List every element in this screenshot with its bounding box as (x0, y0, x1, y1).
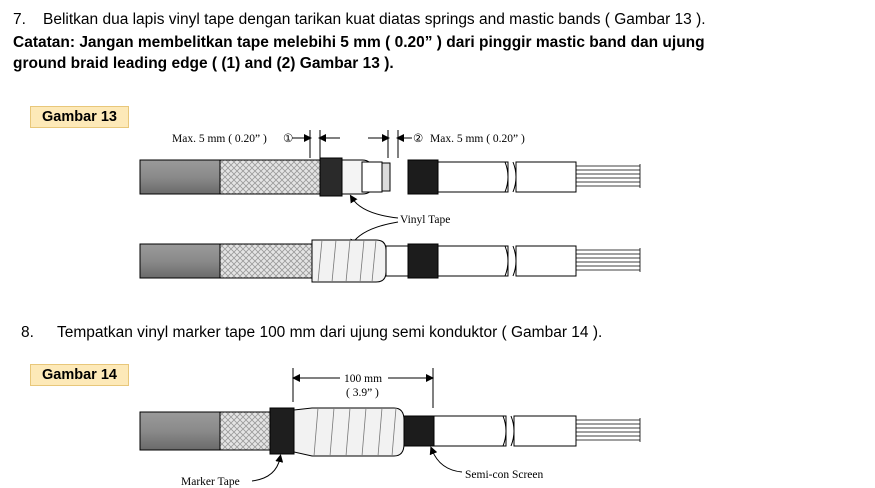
figure13-callout-arrows (352, 198, 398, 244)
figure14-label-semicon: Semi-con Screen (465, 469, 544, 481)
figure13-badge: Gambar 13 (30, 106, 129, 128)
figure13-cable-2 (140, 240, 640, 282)
figure13-dim-right: Max. 5 mm ( 0.20” ) (430, 133, 525, 145)
figure13-dimensions (292, 130, 412, 158)
figure14-cable (140, 408, 640, 456)
note-line1: Catatan: Jangan membelitkan tape melebihi 5 mm ( 0.20” ) dari pinggir mastic band dan ujung (13, 34, 705, 51)
figure14-dim-value: 100 mm (344, 373, 383, 385)
step8-text: Tempatkan vinyl marker tape 100 mm dari ujung semi konduktor ( Gambar 14 ). (57, 324, 603, 341)
figure13-cable-1 (140, 158, 640, 196)
figure14-label-marker: Marker Tape (181, 476, 240, 488)
note-line2: ground braid leading edge ( (1) and (2) Gambar 13 ). (13, 55, 394, 72)
figure13-callout-label: Vinyl Tape (400, 214, 451, 226)
step8-number: 8. (21, 324, 34, 341)
figure14-dim-value-inch: ( 3.9” ) (346, 387, 379, 399)
step7-number: 7. (13, 11, 26, 28)
step7-text: Belitkan dua lapis vinyl tape dengan tarikan kuat diatas springs and mastic bands ( Gambar 13 ). (43, 11, 706, 28)
figure14-badge: Gambar 14 (30, 364, 129, 386)
figure13-marker-right: ② (413, 133, 424, 145)
figure13-marker-left: ① (283, 133, 294, 145)
figure13-dim-left: Max. 5 mm ( 0.20” ) (172, 133, 267, 145)
